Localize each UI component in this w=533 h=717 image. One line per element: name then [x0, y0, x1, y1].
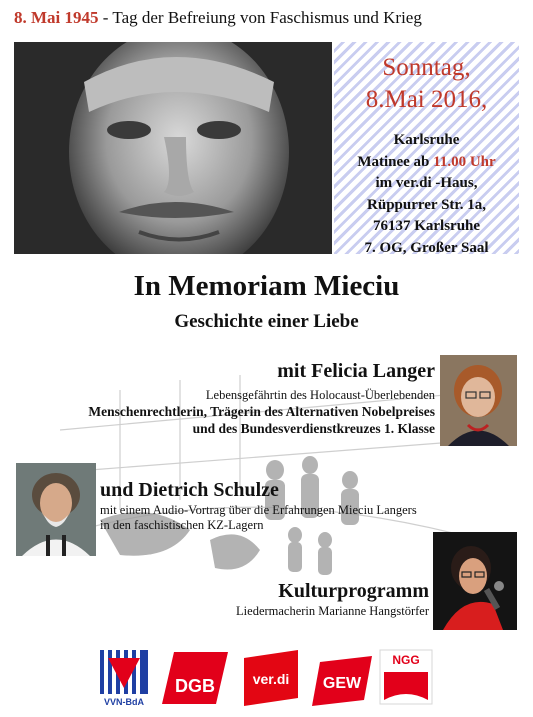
header-text: - Tag der Befreiung von Faschismus und Krieg [98, 8, 422, 27]
event-city: Karlsruhe [393, 132, 460, 148]
portrait-photo [14, 42, 332, 254]
felicia-name: mit Felicia Langer [277, 360, 435, 382]
dgb-logo-text: DGB [175, 676, 215, 696]
main-title: In Memoriam Mieciu [133, 270, 400, 302]
kultur-name: Kulturprogramm [278, 580, 429, 602]
header-date: 8. Mai 1945 [14, 8, 99, 27]
kultur-description: Liedermacherin Marianne Hangstörfer [236, 604, 429, 618]
event-zip-city: 76137 Karlsruhe [372, 218, 481, 234]
event-matinee [334, 152, 519, 174]
event-day: Sonntag, [382, 54, 471, 81]
event-details [334, 130, 519, 259]
dietrich-photo [16, 463, 96, 556]
verdi-logo [240, 648, 302, 708]
dgb-logo [160, 648, 230, 708]
ngg-logo [376, 648, 436, 708]
dietrich-description-1: mit einem Audio-Vortrag über die Erfahrungen Mieciu Langers [100, 503, 417, 517]
dietrich-description-2: in den faschistischen KZ-Lagern [100, 518, 264, 532]
sub-title: Geschichte einer Liebe [174, 311, 359, 332]
ngg-logo-text: NGG [392, 653, 420, 667]
felicia-description-1: Lebensgefährtin des Holocaust-Überlebenden [205, 388, 435, 402]
event-street: Rüppurrer Str. 1a, [367, 196, 486, 213]
event-room: 7. OG, Großer Saal [364, 239, 489, 256]
event-time: 11.00 Uhr [433, 153, 496, 170]
event-date: 8.Mai 2016, [365, 86, 488, 113]
verdi-logo-text: ver.di [252, 671, 290, 687]
gew-logo [310, 648, 374, 708]
kultur-photo [433, 532, 517, 630]
felicia-description-3: und des Bundesverdienstkreuzes 1. Klasse [192, 421, 435, 436]
event-matinee-prefix: Matinee ab [357, 153, 434, 170]
gew-logo-text: GEW [322, 675, 362, 692]
event-venue: im ver.di -Haus, [375, 175, 478, 191]
vvn-bda-logo [98, 648, 150, 708]
header-line [14, 8, 422, 28]
dietrich-name: und Dietrich Schulze [100, 479, 279, 501]
vvn-logo-text: VVN-BdA [104, 697, 144, 707]
event-info-box [334, 42, 519, 254]
felicia-photo [440, 355, 517, 446]
felicia-description-2: Menschenrechtlerin, Trägerin des Alternativen Nobelpreises [88, 404, 435, 419]
